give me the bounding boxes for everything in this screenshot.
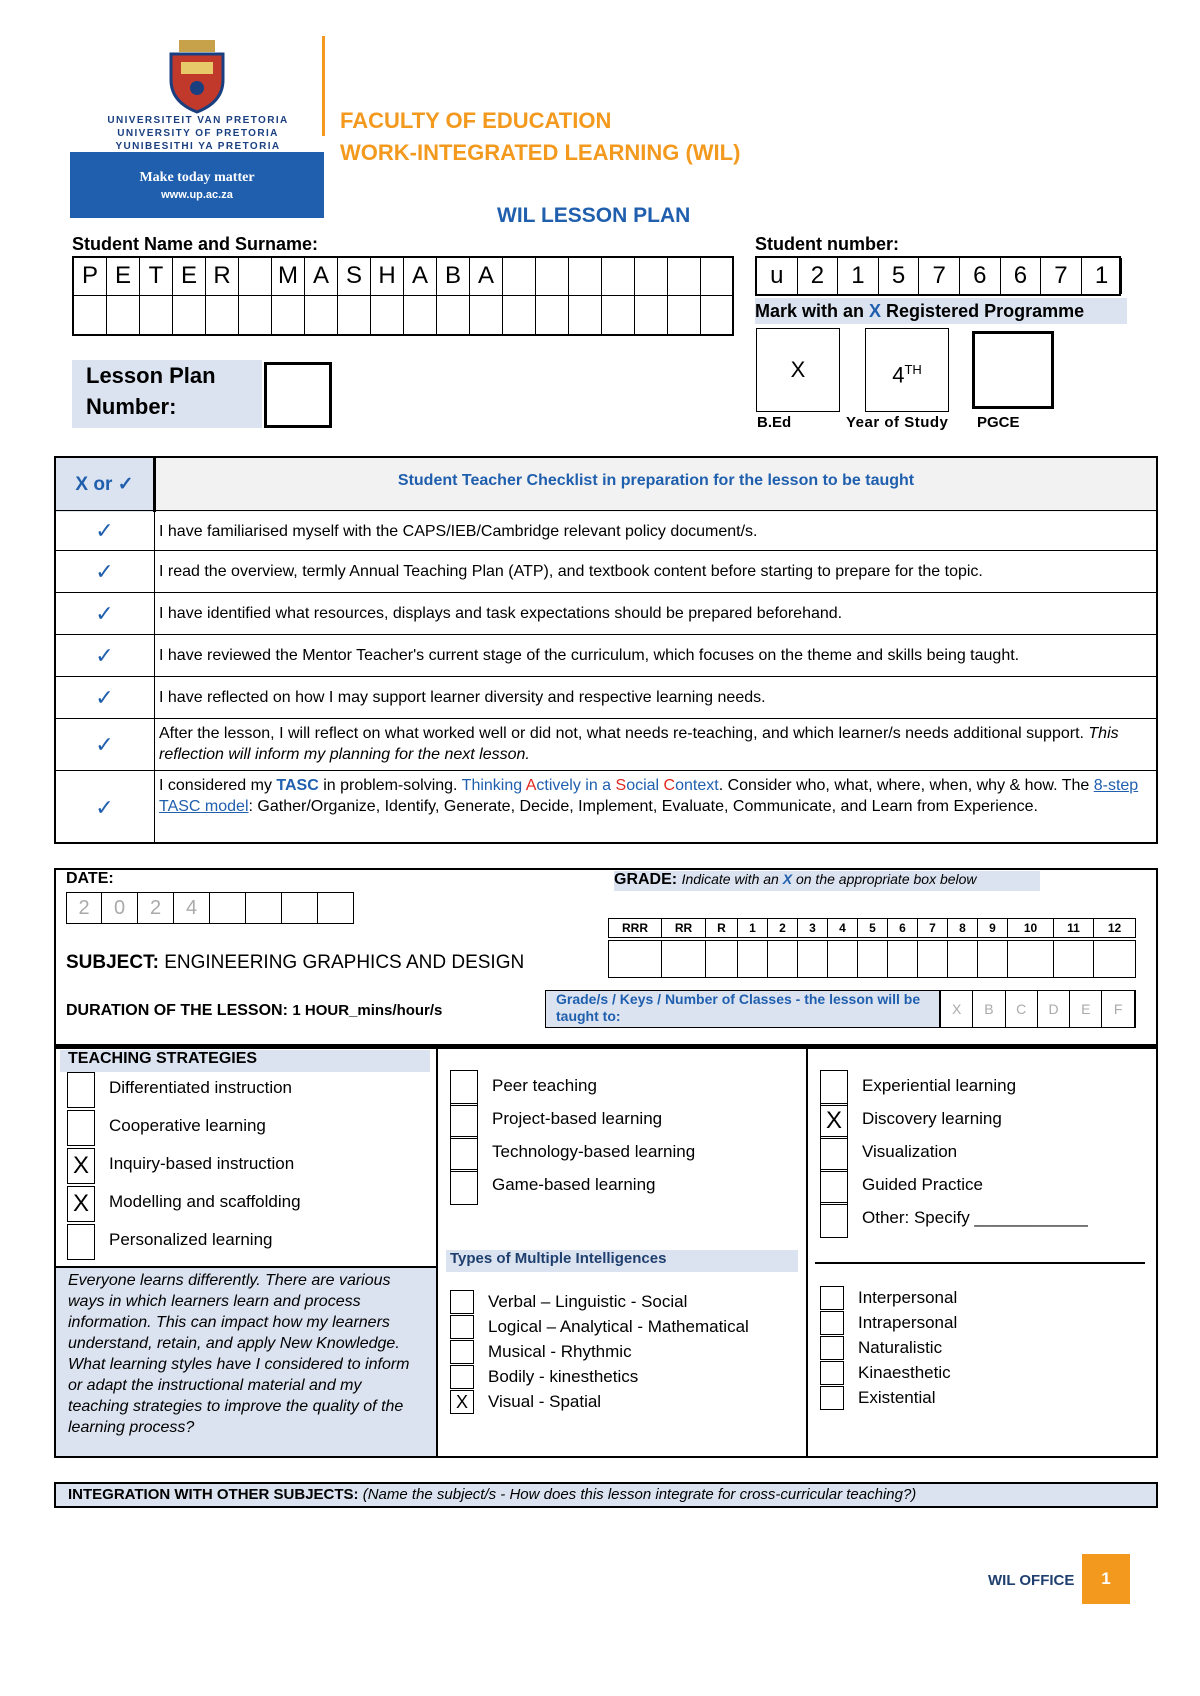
checklist-title: Student Teacher Checklist in preparation for the lesson to be taught bbox=[156, 458, 1156, 512]
grade-header-cell: 12 bbox=[1094, 918, 1136, 938]
strategy-checkbox[interactable] bbox=[67, 1224, 95, 1260]
date-char-cell[interactable]: 2 bbox=[66, 892, 102, 924]
grade-select-cell[interactable] bbox=[608, 940, 662, 978]
strategy-label: Personalized learning bbox=[109, 1230, 273, 1249]
grade-label-row bbox=[614, 871, 1040, 891]
page-title: WIL LESSON PLAN bbox=[497, 204, 691, 227]
name-char-cell[interactable] bbox=[272, 296, 305, 334]
name-char-cell[interactable] bbox=[602, 258, 635, 296]
name-char-cell[interactable]: M bbox=[272, 258, 305, 296]
check-mark-cell[interactable]: ✓ bbox=[55, 635, 155, 676]
subject-row bbox=[66, 952, 524, 974]
name-char-cell[interactable] bbox=[602, 296, 635, 334]
grade-header-cell: 4 bbox=[828, 918, 858, 938]
grade-header-cell: 10 bbox=[1008, 918, 1054, 938]
checklist-item-text bbox=[159, 687, 1151, 708]
class-cell[interactable]: C bbox=[1006, 991, 1038, 1027]
grade-select-cell[interactable] bbox=[1054, 940, 1094, 978]
strategy-checkbox[interactable]: X bbox=[450, 1390, 474, 1414]
strategy-label: Peer teaching bbox=[492, 1076, 597, 1095]
strategy-checkbox[interactable] bbox=[820, 1386, 844, 1410]
strategy-checkbox[interactable] bbox=[450, 1340, 474, 1364]
mi-title: Types of Multiple Intelligences bbox=[446, 1250, 798, 1272]
name-char-cell[interactable] bbox=[239, 258, 272, 296]
integration-row[interactable] bbox=[54, 1482, 1158, 1508]
mi-divider bbox=[815, 1262, 1145, 1264]
tasc-text-p1: I considered my bbox=[159, 777, 277, 794]
grade-header-cell: 11 bbox=[1054, 918, 1094, 938]
lesson-plan-label bbox=[72, 360, 262, 428]
name-char-cell[interactable]: T bbox=[140, 258, 173, 296]
name-char-cell[interactable] bbox=[536, 296, 569, 334]
class-cell[interactable]: B bbox=[973, 991, 1005, 1027]
strategy-checkbox[interactable] bbox=[820, 1286, 844, 1310]
name-char-cell[interactable] bbox=[668, 296, 701, 334]
lesson-plan-label-2: Number: bbox=[86, 394, 177, 419]
student-number-label: Student number: bbox=[755, 234, 899, 254]
checklist-item-text bbox=[159, 775, 1151, 817]
name-char-cell[interactable] bbox=[371, 296, 404, 334]
grade-hint-b: on the appropriate box below bbox=[792, 871, 977, 887]
header-divider bbox=[322, 36, 325, 136]
tasc-text-t-hinking: hinking bbox=[471, 777, 526, 794]
strategy-checkbox[interactable] bbox=[820, 1070, 848, 1106]
grade-select-cell[interactable] bbox=[1094, 940, 1136, 978]
date-grid[interactable] bbox=[66, 892, 356, 924]
checklist-mark-header: X or ✓ bbox=[56, 458, 156, 512]
duration-value: 1 HOUR_mins/hour/s bbox=[292, 1002, 443, 1019]
strategies-title: TEACHING STRATEGIES bbox=[60, 1050, 430, 1072]
name-char-cell[interactable]: P bbox=[74, 258, 107, 296]
strategy-checkbox[interactable] bbox=[820, 1136, 848, 1172]
name-char-cell[interactable] bbox=[635, 258, 668, 296]
checklist-row bbox=[55, 510, 1157, 550]
number-char-cell[interactable]: 5 bbox=[879, 258, 920, 294]
name-char-cell[interactable] bbox=[305, 296, 338, 334]
grade-header-cell: RR bbox=[662, 918, 706, 938]
university-line: YUNIBESITHI YA PRETORIA bbox=[115, 141, 281, 152]
footer-office: WIL OFFICE bbox=[988, 1572, 1075, 1589]
classes-label: Grade/s / Keys / Number of Classes - the lesson will be taught to: bbox=[545, 990, 940, 1028]
programme-label-b: Registered Programme bbox=[881, 301, 1085, 321]
grade-grid[interactable] bbox=[608, 918, 1146, 980]
university-logo bbox=[70, 30, 324, 218]
strategy-checkbox[interactable] bbox=[820, 1361, 844, 1385]
strategy-label: Interpersonal bbox=[858, 1288, 958, 1307]
tasc-text-t-C: C bbox=[663, 777, 676, 794]
crest-icon bbox=[157, 36, 237, 116]
date-char-cell[interactable]: 0 bbox=[102, 892, 138, 924]
strategy-checkbox[interactable] bbox=[450, 1136, 478, 1172]
university-line: UNIVERSITEIT VAN PRETORIA bbox=[107, 115, 289, 126]
class-cell[interactable]: X bbox=[941, 991, 973, 1027]
duration-label: DURATION OF THE LESSON: bbox=[66, 1002, 288, 1019]
strategy-label: Technology-based learning bbox=[492, 1142, 696, 1161]
grade-header-cell: 6 bbox=[888, 918, 918, 938]
subject-label: SUBJECT: bbox=[66, 952, 159, 973]
website: www.up.ac.za bbox=[161, 189, 233, 201]
name-char-cell[interactable] bbox=[470, 296, 503, 334]
tagline: Make today matter bbox=[139, 170, 255, 185]
tasc-text-p3: . Consider who, what, where, when, why & how. The bbox=[718, 777, 1094, 794]
grade-select-cell[interactable] bbox=[918, 940, 948, 978]
grade-select-cell[interactable] bbox=[828, 940, 858, 978]
faculty-title: FACULTY OF EDUCATION bbox=[340, 108, 612, 133]
name-char-cell[interactable]: E bbox=[173, 258, 206, 296]
checklist-item-text bbox=[159, 561, 1151, 582]
name-char-cell[interactable] bbox=[140, 296, 173, 334]
number-char-cell[interactable]: 2 bbox=[798, 258, 839, 294]
strategy-label: Logical – Analytical - Mathematical bbox=[488, 1317, 749, 1336]
checklist-item-label: I have reflected on how I may support learner diversity and respective learning needs. bbox=[159, 689, 766, 706]
strategy-label: Visualization bbox=[862, 1142, 958, 1161]
name-char-cell[interactable] bbox=[107, 296, 140, 334]
programme-label-x: X bbox=[869, 301, 882, 321]
name-char-cell[interactable]: A bbox=[404, 258, 437, 296]
strategy-label: Discovery learning bbox=[862, 1109, 1002, 1128]
strategy-label: Experiential learning bbox=[862, 1076, 1017, 1095]
check-mark-cell[interactable]: ✓ bbox=[55, 771, 155, 842]
name-char-cell[interactable]: A bbox=[305, 258, 338, 296]
name-char-cell[interactable] bbox=[569, 296, 602, 334]
check-mark-cell[interactable]: ✓ bbox=[55, 719, 155, 770]
name-char-cell[interactable] bbox=[437, 296, 470, 334]
checklist-row bbox=[55, 634, 1157, 676]
name-char-cell[interactable] bbox=[701, 258, 734, 296]
tasc-text-link[interactable]: 8-step TASC model bbox=[159, 777, 1139, 815]
class-cell[interactable]: E bbox=[1070, 991, 1102, 1027]
strategy-checkbox[interactable]: X bbox=[820, 1103, 848, 1139]
grade-header-cell: 1 bbox=[738, 918, 768, 938]
lesson-plan-label-1: Lesson Plan bbox=[86, 363, 216, 388]
grade-select-cell[interactable] bbox=[978, 940, 1008, 978]
checklist-item-italic: This reflection will inform my planning for the next lesson. bbox=[159, 725, 1119, 763]
strategy-checkbox[interactable] bbox=[450, 1169, 478, 1205]
tasc-text-t-ocial: ocial bbox=[626, 777, 664, 794]
grade-label: GRADE: bbox=[614, 871, 678, 888]
class-cell[interactable]: F bbox=[1103, 991, 1135, 1027]
name-char-cell[interactable]: S bbox=[338, 258, 371, 296]
name-char-cell[interactable] bbox=[635, 296, 668, 334]
strategy-checkbox[interactable] bbox=[450, 1290, 474, 1314]
strategy-checkbox[interactable] bbox=[450, 1103, 478, 1139]
name-char-cell[interactable] bbox=[173, 296, 206, 334]
grade-header-cell: 2 bbox=[768, 918, 798, 938]
integration-label: INTEGRATION WITH OTHER SUBJECTS: bbox=[68, 1486, 359, 1503]
grade-select-cell[interactable] bbox=[662, 940, 706, 978]
strategy-checkbox[interactable]: X bbox=[67, 1148, 95, 1184]
programme-label bbox=[755, 298, 1127, 324]
name-char-cell[interactable] bbox=[701, 296, 734, 334]
classes-grid[interactable] bbox=[940, 990, 1136, 1028]
checklist-item-text bbox=[159, 603, 1151, 624]
check-mark-cell[interactable]: ✓ bbox=[55, 677, 155, 718]
grade-header-cell: 9 bbox=[978, 918, 1008, 938]
student-name-label: Student Name and Surname: bbox=[72, 234, 319, 254]
grade-select-cell[interactable] bbox=[1008, 940, 1054, 978]
grade-header-cell: 7 bbox=[918, 918, 948, 938]
grade-select-cell[interactable] bbox=[858, 940, 888, 978]
programme-box-year[interactable] bbox=[865, 328, 949, 412]
name-char-cell[interactable] bbox=[404, 296, 437, 334]
checklist-item-label: I read the overview, termly Annual Teaching Plan (ATP), and textbook content before starting to prepare for the topic. bbox=[159, 563, 983, 580]
strategy-label: Verbal – Linguistic - Social bbox=[488, 1292, 688, 1311]
tagline-banner bbox=[70, 152, 324, 218]
date-label: DATE: bbox=[66, 870, 114, 887]
strategy-label: Musical - Rhythmic bbox=[488, 1342, 632, 1361]
strategies-divider-2 bbox=[806, 1046, 808, 1458]
checklist-row bbox=[55, 592, 1157, 634]
date-char-cell[interactable] bbox=[282, 892, 318, 924]
checklist-item-text bbox=[159, 723, 1151, 765]
name-char-cell[interactable]: A bbox=[470, 258, 503, 296]
wil-title: WORK-INTEGRATED LEARNING (WIL) bbox=[340, 140, 741, 165]
tasc-text-t-ontext: ontext bbox=[675, 777, 719, 794]
programme-label-year: Year of Study bbox=[846, 414, 949, 431]
tasc-text-t-S: S bbox=[615, 777, 627, 794]
student-name-grid[interactable] bbox=[72, 256, 734, 336]
grade-hint-a: Indicate with an bbox=[681, 871, 783, 887]
checklist-row bbox=[55, 550, 1157, 592]
name-char-cell[interactable] bbox=[569, 258, 602, 296]
checklist-row bbox=[55, 676, 1157, 718]
name-char-cell[interactable] bbox=[206, 296, 239, 334]
name-char-cell[interactable]: E bbox=[107, 258, 140, 296]
integration-hint: (Name the subject/s - How does this lesson integrate for cross-curricular teaching?) bbox=[362, 1486, 917, 1503]
grade-header-cell: 8 bbox=[948, 918, 978, 938]
strategy-checkbox[interactable] bbox=[67, 1110, 95, 1146]
strategies-divider-1 bbox=[436, 1046, 438, 1458]
strategy-label: Differentiated instruction bbox=[109, 1078, 293, 1097]
programme-label-pgce: PGCE bbox=[977, 414, 1020, 431]
tasc-text-t-T: T bbox=[461, 777, 472, 794]
class-cell[interactable]: D bbox=[1038, 991, 1070, 1027]
grade-select-cell[interactable] bbox=[706, 940, 738, 978]
university-line: UNIVERSITY OF PRETORIA bbox=[117, 128, 279, 139]
programme-label-a: Mark with an bbox=[755, 301, 870, 321]
duration-row bbox=[66, 1002, 442, 1020]
strategy-label: Intrapersonal bbox=[858, 1313, 958, 1332]
strategy-label: Existential bbox=[858, 1388, 936, 1407]
date-char-cell[interactable] bbox=[246, 892, 282, 924]
date-char-cell[interactable] bbox=[318, 892, 354, 924]
grade-header-cell: 5 bbox=[858, 918, 888, 938]
name-char-cell[interactable] bbox=[239, 296, 272, 334]
strategy-label: Other: Specify ____________ bbox=[862, 1208, 1088, 1227]
name-char-cell[interactable] bbox=[668, 258, 701, 296]
strategy-label: Guided Practice bbox=[862, 1175, 983, 1194]
checklist-row bbox=[55, 770, 1157, 844]
date-char-cell[interactable] bbox=[210, 892, 246, 924]
name-char-cell[interactable]: R bbox=[206, 258, 239, 296]
student-number-grid[interactable] bbox=[755, 256, 1121, 296]
checklist-item-text bbox=[159, 521, 1151, 542]
name-char-cell[interactable] bbox=[503, 296, 536, 334]
strategy-checkbox[interactable] bbox=[820, 1336, 844, 1360]
date-char-cell[interactable]: 2 bbox=[138, 892, 174, 924]
name-char-cell[interactable] bbox=[338, 296, 371, 334]
number-char-cell[interactable]: 7 bbox=[1041, 258, 1082, 294]
number-char-cell[interactable]: 1 bbox=[838, 258, 879, 294]
checklist-item-label: After the lesson, I will reflect on what worked well or did not, what needs re-teaching, and which learner/s needs additional support. bbox=[159, 725, 1084, 742]
name-char-cell[interactable] bbox=[536, 258, 569, 296]
name-char-cell[interactable]: B bbox=[437, 258, 470, 296]
tasc-text-tasc: TASC bbox=[276, 777, 319, 794]
number-char-cell[interactable]: 6 bbox=[1001, 258, 1042, 294]
check-mark-cell[interactable]: ✓ bbox=[55, 551, 155, 592]
name-char-cell[interactable] bbox=[74, 296, 107, 334]
grade-header-cell: RRR bbox=[608, 918, 662, 938]
grade-select-cell[interactable] bbox=[948, 940, 978, 978]
strategy-label: Game-based learning bbox=[492, 1175, 656, 1194]
grade-select-cell[interactable] bbox=[768, 940, 798, 978]
strategy-label: Naturalistic bbox=[858, 1338, 943, 1357]
number-char-cell[interactable]: 6 bbox=[960, 258, 1001, 294]
strategy-checkbox[interactable] bbox=[450, 1315, 474, 1339]
strategy-checkbox[interactable]: X bbox=[67, 1186, 95, 1222]
learning-styles-note: Everyone learns differently. There are various ways in which learners learn and process information. This can impact how my learners understand, retain, and apply New Knowledge. What learning styles have I considered to inform or adapt the instructional material and my teaching strategies to improve the quality of the learning process? bbox=[56, 1266, 436, 1456]
strategy-label: Bodily - kinesthetics bbox=[488, 1367, 639, 1386]
page-number: 1 bbox=[1082, 1554, 1130, 1604]
grade-hint-x: X bbox=[782, 871, 793, 887]
date-char-cell[interactable]: 4 bbox=[174, 892, 210, 924]
strategy-checkbox[interactable] bbox=[450, 1365, 474, 1389]
strategy-label: Inquiry-based instruction bbox=[109, 1154, 295, 1173]
strategy-label: Modelling and scaffolding bbox=[109, 1192, 301, 1211]
grade-header-cell: R bbox=[706, 918, 738, 938]
check-mark-cell[interactable]: ✓ bbox=[55, 511, 155, 550]
programme-box-pgce[interactable] bbox=[972, 331, 1054, 409]
checklist-item-label: I have familiarised myself with the CAPS/IEB/Cambridge relevant policy document/s. bbox=[159, 523, 758, 540]
year-value: 4 bbox=[892, 362, 905, 388]
subject-value: ENGINEERING GRAPHICS AND DESIGN bbox=[164, 952, 525, 973]
name-char-cell[interactable] bbox=[503, 258, 536, 296]
name-char-cell[interactable]: H bbox=[371, 258, 404, 296]
strategy-label: Cooperative learning bbox=[109, 1116, 266, 1135]
strategy-label: Kinaesthetic bbox=[858, 1363, 951, 1382]
tasc-text-p4: : Gather/Organize, Identify, Generate, Decide, Implement, Evaluate, Communicate, and Learn from Experience. bbox=[248, 798, 1038, 815]
strategy-checkbox[interactable] bbox=[820, 1202, 848, 1238]
programme-label-bed: B.Ed bbox=[757, 414, 792, 431]
checklist-item-text bbox=[159, 645, 1151, 666]
checklist-item-label: I have identified what resources, displays and task expectations should be prepared beforehand. bbox=[159, 605, 843, 622]
grade-select-cell[interactable] bbox=[798, 940, 828, 978]
strategy-checkbox[interactable] bbox=[450, 1070, 478, 1106]
strategy-checkbox[interactable] bbox=[820, 1169, 848, 1205]
check-mark-cell[interactable]: ✓ bbox=[55, 593, 155, 634]
tasc-text-t-A: A bbox=[525, 777, 537, 794]
tasc-text-p2: in problem-solving. bbox=[318, 777, 462, 794]
lesson-plan-number-box[interactable] bbox=[264, 362, 332, 428]
strategy-checkbox[interactable] bbox=[820, 1311, 844, 1335]
strategy-label: Visual - Spatial bbox=[488, 1392, 602, 1411]
grade-select-cell[interactable] bbox=[738, 940, 768, 978]
number-char-cell[interactable]: 7 bbox=[919, 258, 960, 294]
strategy-checkbox[interactable] bbox=[67, 1072, 95, 1108]
strategy-label: Project-based learning bbox=[492, 1109, 663, 1128]
grade-header-cell: 3 bbox=[798, 918, 828, 938]
year-sup: TH bbox=[904, 362, 922, 377]
programme-box-bed[interactable]: X bbox=[756, 328, 840, 412]
checklist-row bbox=[55, 718, 1157, 770]
number-char-cell[interactable]: 1 bbox=[1082, 258, 1123, 294]
grade-select-cell[interactable] bbox=[888, 940, 918, 978]
tasc-text-t-ctively: ctively in a bbox=[536, 777, 616, 794]
checklist-item-label: I have reviewed the Mentor Teacher's current stage of the curriculum, which focuses on the theme and skills being taught. bbox=[159, 647, 1020, 664]
number-char-cell[interactable]: u bbox=[757, 258, 798, 294]
